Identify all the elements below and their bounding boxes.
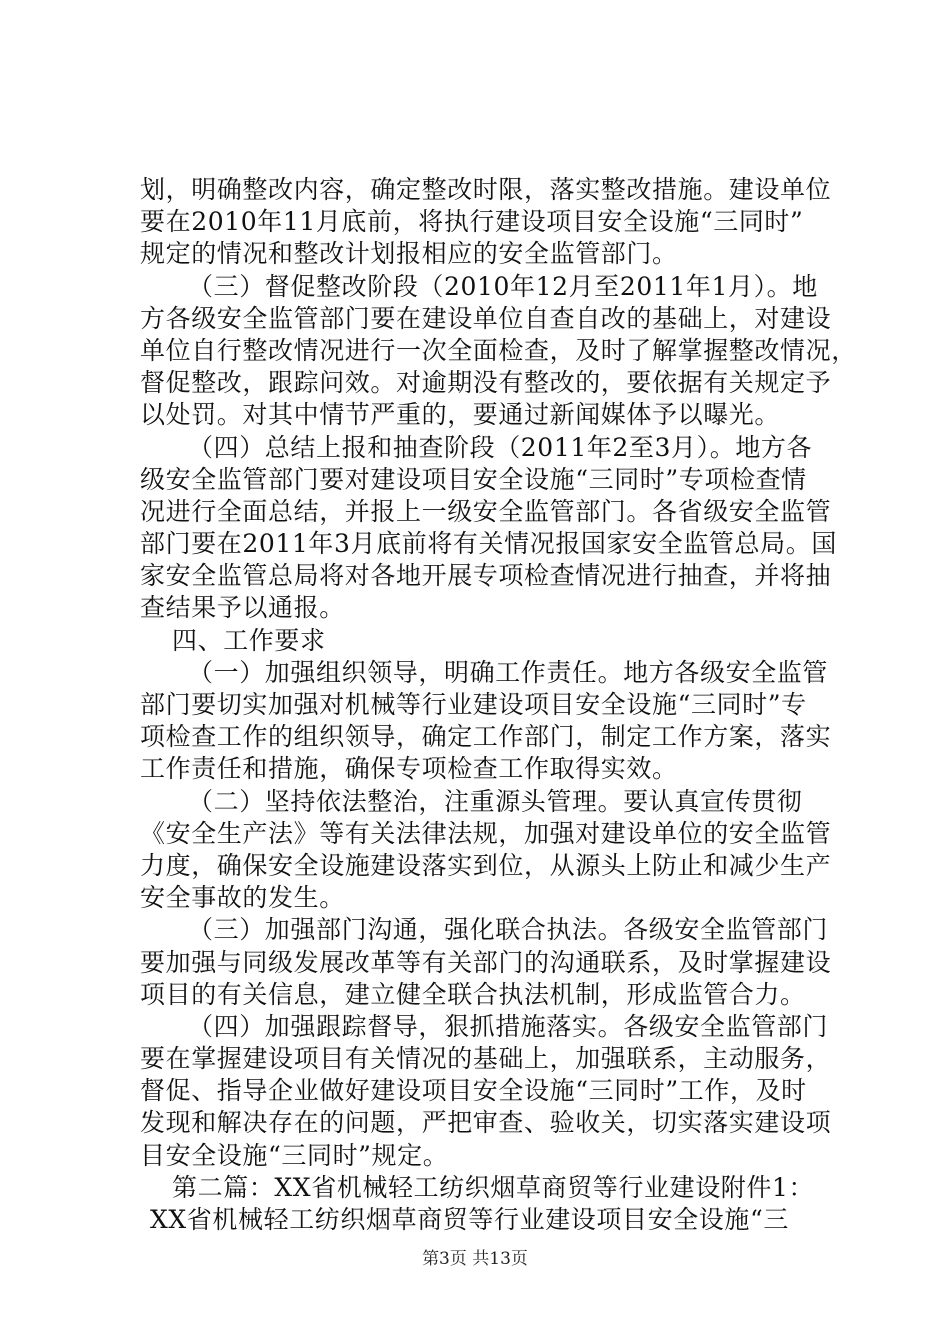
text-line: 单位自行整改情况进行一次全面检查，及时了解掌握整改情况， (140, 335, 857, 365)
page-footer: 第3页 共13页 (422, 1249, 528, 1269)
text-line: XX省机械轻工纺织烟草商贸等行业建设项目安全设施“三 (150, 1205, 789, 1234)
text-line: 部门要在2011年3月底前将有关情况报国家安全监管总局。国 (140, 529, 837, 559)
text-line: 部门要切实加强对机械等行业建设项目安全设施“三同时”专 (140, 690, 807, 719)
text-line: 工作责任和措施，确保专项检查工作取得实效。 (140, 754, 678, 784)
text-line: 安全事故的发生。 (140, 883, 345, 913)
text-line: 规定的情况和整改计划报相应的安全监管部门。 (140, 239, 678, 269)
text-line: 督促、指导企业做好建设项目安全设施“三同时”工作，及时 (140, 1076, 807, 1106)
text-line: 发现和解决存在的问题，严把审查、验收关，切实落实建设项 (140, 1108, 832, 1138)
text-line: 以处罚。对其中情节严重的，要通过新闻媒体予以曝光。 (140, 400, 781, 430)
text-line: 项目的有关信息，建立健全联合执法机制，形成监管合力。 (140, 979, 806, 1009)
text-line: 要在2010年11月底前，将执行建设项目安全设施“三同时” (140, 207, 804, 237)
text-line: 要加强与同级发展改革等有关部门的沟通联系，及时掌握建设 (140, 947, 832, 977)
text-line: 第二篇：XX省机械轻工纺织烟草商贸等行业建设附件1： (172, 1172, 815, 1202)
text-line: 《安全生产法》等有关法律法规，加强对建设单位的安全监管 (140, 818, 832, 848)
document-body (140, 174, 857, 1236)
text-line: 查结果予以通报。 (140, 593, 345, 623)
text-line: （四）总结上报和抽查阶段（2011年2至3月）。地方各 (188, 432, 813, 462)
text-line: （四）加强跟踪督导，狠抓措施落实。各级安全监管部门 (188, 1011, 829, 1041)
text-line: 要在掌握建设项目有关情况的基础上，加强联系，主动服务， (140, 1044, 832, 1074)
text-line: 督促整改，跟踪问效。对逾期没有整改的，要依据有关规定予 (140, 368, 832, 398)
text-line: 四、工作要求 (172, 625, 326, 655)
text-line: （三）督促整改阶段（2010年12月至2011年1月）。地 (188, 271, 818, 301)
text-line: 级安全监管部门要对建设项目安全设施“三同时”专项检查情 (140, 464, 807, 494)
text-line: （一）加强组织领导，明确工作责任。地方各级安全监管 (188, 657, 829, 687)
text-line: 力度，确保安全设施建设落实到位，从源头上防止和减少生产 (140, 850, 832, 880)
text-line: 况进行全面总结，并报上一级安全监管部门。各省级安全监管 (140, 496, 832, 526)
text-line: 方各级安全监管部门要在建设单位自查自改的基础上，对建设 (140, 303, 832, 333)
text-line: 项检查工作的组织领导，确定工作部门，制定工作方案，落实 (140, 722, 832, 752)
text-line: 目安全设施“三同时”规定。 (140, 1140, 449, 1170)
text-line: 家安全监管总局将对各地开展专项检查情况进行抽查，并将抽 (140, 561, 832, 591)
text-line: （三）加强部门沟通，强化联合执法。各级安全监管部门 (188, 915, 829, 945)
text-line: （二）坚持依法整治，注重源头管理。要认真宣传贯彻 (188, 786, 803, 816)
text-line: 划，明确整改内容，确定整改时限，落实整改措施。建设单位 (140, 175, 832, 204)
